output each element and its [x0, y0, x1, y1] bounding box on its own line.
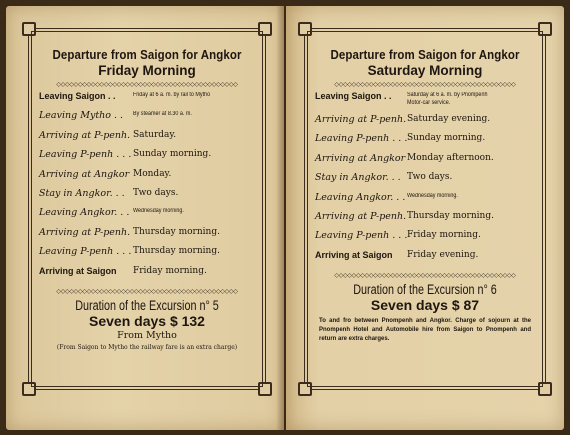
itinerary-label: Leaving P-penh . . . — [39, 149, 132, 161]
excursion-price: Seven days $ 87 — [370, 297, 480, 314]
itinerary-row — [315, 211, 535, 230]
itinerary-row — [39, 110, 255, 129]
itinerary-label: Leaving Saigon . . — [39, 91, 116, 101]
right-page — [286, 6, 564, 430]
itinerary-label: Arriving at P-penh. — [315, 114, 407, 125]
itinerary-row — [315, 114, 535, 133]
itinerary-value: Sunday morning. — [407, 133, 486, 144]
itinerary-label: Leaving P-penh . . . — [315, 230, 408, 242]
itinerary-value: Wednesday morning. — [407, 192, 458, 199]
booklet-spread — [6, 6, 564, 430]
ornament-divider: ◇◇◇◇◇◇◇◇◇◇◇◇◇◇◇◇◇◇◇◇◇◇◇◇◇◇◇◇◇◇◇◇◇◇◇◇◇◇◇◇◇◇ — [334, 272, 516, 280]
itinerary-label: Leaving Angkor. . . — [39, 207, 130, 219]
itinerary-label: Leaving P-penh . . . — [39, 246, 132, 258]
itinerary-value: Friday morning. — [407, 230, 481, 241]
itinerary-row — [315, 172, 535, 191]
ornament-divider: ◇◇◇◇◇◇◇◇◇◇◇◇◇◇◇◇◇◇◇◇◇◇◇◇◇◇◇◇◇◇◇◇◇◇◇◇◇◇◇◇◇◇ — [56, 287, 238, 295]
itinerary-value: Friday morning. — [133, 265, 207, 276]
itinerary-label: Arriving at P-penh. — [315, 210, 407, 222]
itinerary-row — [315, 133, 535, 152]
price-origin: From Mytho — [117, 329, 177, 341]
itinerary-label: Leaving Mytho . . — [39, 110, 124, 122]
itinerary-row — [315, 230, 535, 249]
page-subtitle: Saturday Morning — [367, 63, 483, 78]
itinerary-value: Saturday. — [133, 129, 177, 140]
right-page-frame — [304, 28, 546, 390]
itinerary-row — [315, 250, 535, 269]
corner-ornament-icon — [298, 382, 312, 396]
corner-ornament-icon — [22, 22, 36, 36]
railway-note: (From Saigon to Mytho the railway fare is an extra charge) — [56, 343, 238, 351]
itinerary-row — [315, 153, 535, 172]
itinerary-value: Friday at 6 a. m. by rail to Mytho — [133, 92, 211, 98]
itinerary-row — [39, 207, 255, 226]
itinerary-row — [39, 188, 255, 207]
ornament-divider: ◇◇◇◇◇◇◇◇◇◇◇◇◇◇◇◇◇◇◇◇◇◇◇◇◇◇◇◇◇◇◇◇◇◇◇◇◇◇◇◇◇◇ — [334, 81, 516, 88]
itinerary-value: Thursday morning. — [407, 210, 494, 221]
itinerary-row — [39, 246, 255, 265]
itinerary-label: Leaving Angkor. . . — [315, 191, 406, 203]
excursion-duration: Duration of the Excursion n° 5 — [75, 297, 219, 313]
itinerary-value: Friday evening. — [407, 249, 479, 260]
page-title: Departure from Saigon for Angkor — [330, 48, 520, 62]
right-page-content — [315, 29, 535, 344]
itinerary-value: Sunday morning. — [133, 149, 212, 160]
itinerary-label: Arriving at Saigon — [39, 265, 117, 276]
left-page-frame — [28, 28, 266, 390]
itinerary-row — [315, 192, 535, 211]
left-page-content — [39, 29, 255, 351]
page-subtitle: Friday Morning — [98, 63, 196, 78]
itinerary-value: Two days. — [133, 187, 179, 198]
itinerary-row — [39, 227, 255, 246]
corner-ornament-icon — [298, 22, 312, 36]
itinerary-value: Saturday evening. — [407, 114, 491, 124]
excursion-price: Seven days $ 132 — [89, 312, 205, 329]
corner-ornament-icon — [258, 22, 272, 36]
itinerary-value: By steamer at 8.30 a. m. — [133, 111, 192, 118]
itinerary-label: Arriving at P-penh. — [39, 226, 131, 238]
itinerary-label: Arriving at Angkor — [315, 152, 406, 164]
itinerary-value: Monday. — [133, 168, 172, 179]
itinerary-row — [39, 266, 255, 285]
ornament-divider: ◇◇◇◇◇◇◇◇◇◇◇◇◇◇◇◇◇◇◇◇◇◇◇◇◇◇◇◇◇◇◇◇◇◇◇◇◇◇◇◇◇◇ — [56, 81, 238, 88]
itinerary-row — [39, 169, 255, 188]
itinerary-label: Stay in Angkor. . . — [39, 187, 125, 199]
itinerary-row — [39, 130, 255, 149]
left-page — [6, 6, 284, 430]
charges-paragraph: To and fro between Pnompenh and Angkor. Charge of sojourn at the Pnompenh Hotel and Automobile hire from Saigon to Pnompenh and return are extra charges. — [319, 318, 531, 343]
corner-ornament-icon — [538, 22, 552, 36]
itinerary-value: Two days. — [407, 172, 453, 183]
itinerary-label: Arriving at P-penh. — [39, 129, 131, 141]
itinerary-value: Saturday at 6 a. m. by Pnompenh Motor-car service. — [407, 92, 488, 106]
page-title: Departure from Saigon for Angkor — [52, 48, 242, 62]
corner-ornament-icon — [538, 382, 552, 396]
itinerary-label: Arriving at Angkor — [39, 168, 130, 180]
corner-ornament-icon — [22, 382, 36, 396]
itinerary-label: Stay in Angkor. . . — [315, 172, 401, 184]
itinerary-row — [39, 91, 255, 110]
itinerary-value: Thursday morning. — [133, 226, 220, 237]
itinerary-row — [315, 91, 535, 114]
itinerary-row — [39, 149, 255, 168]
itinerary-value: Monday afternoon. — [407, 152, 494, 163]
corner-ornament-icon — [258, 382, 272, 396]
itinerary-label: Leaving P-penh . . . — [315, 133, 408, 145]
itinerary-value: Thursday morning. — [133, 246, 220, 257]
itinerary-label: Arriving at Saigon — [315, 249, 393, 260]
excursion-duration: Duration of the Excursion n° 6 — [353, 282, 497, 298]
itinerary-value: Wednesday morning. — [133, 208, 184, 215]
itinerary-label: Leaving Saigon . . — [315, 91, 392, 101]
